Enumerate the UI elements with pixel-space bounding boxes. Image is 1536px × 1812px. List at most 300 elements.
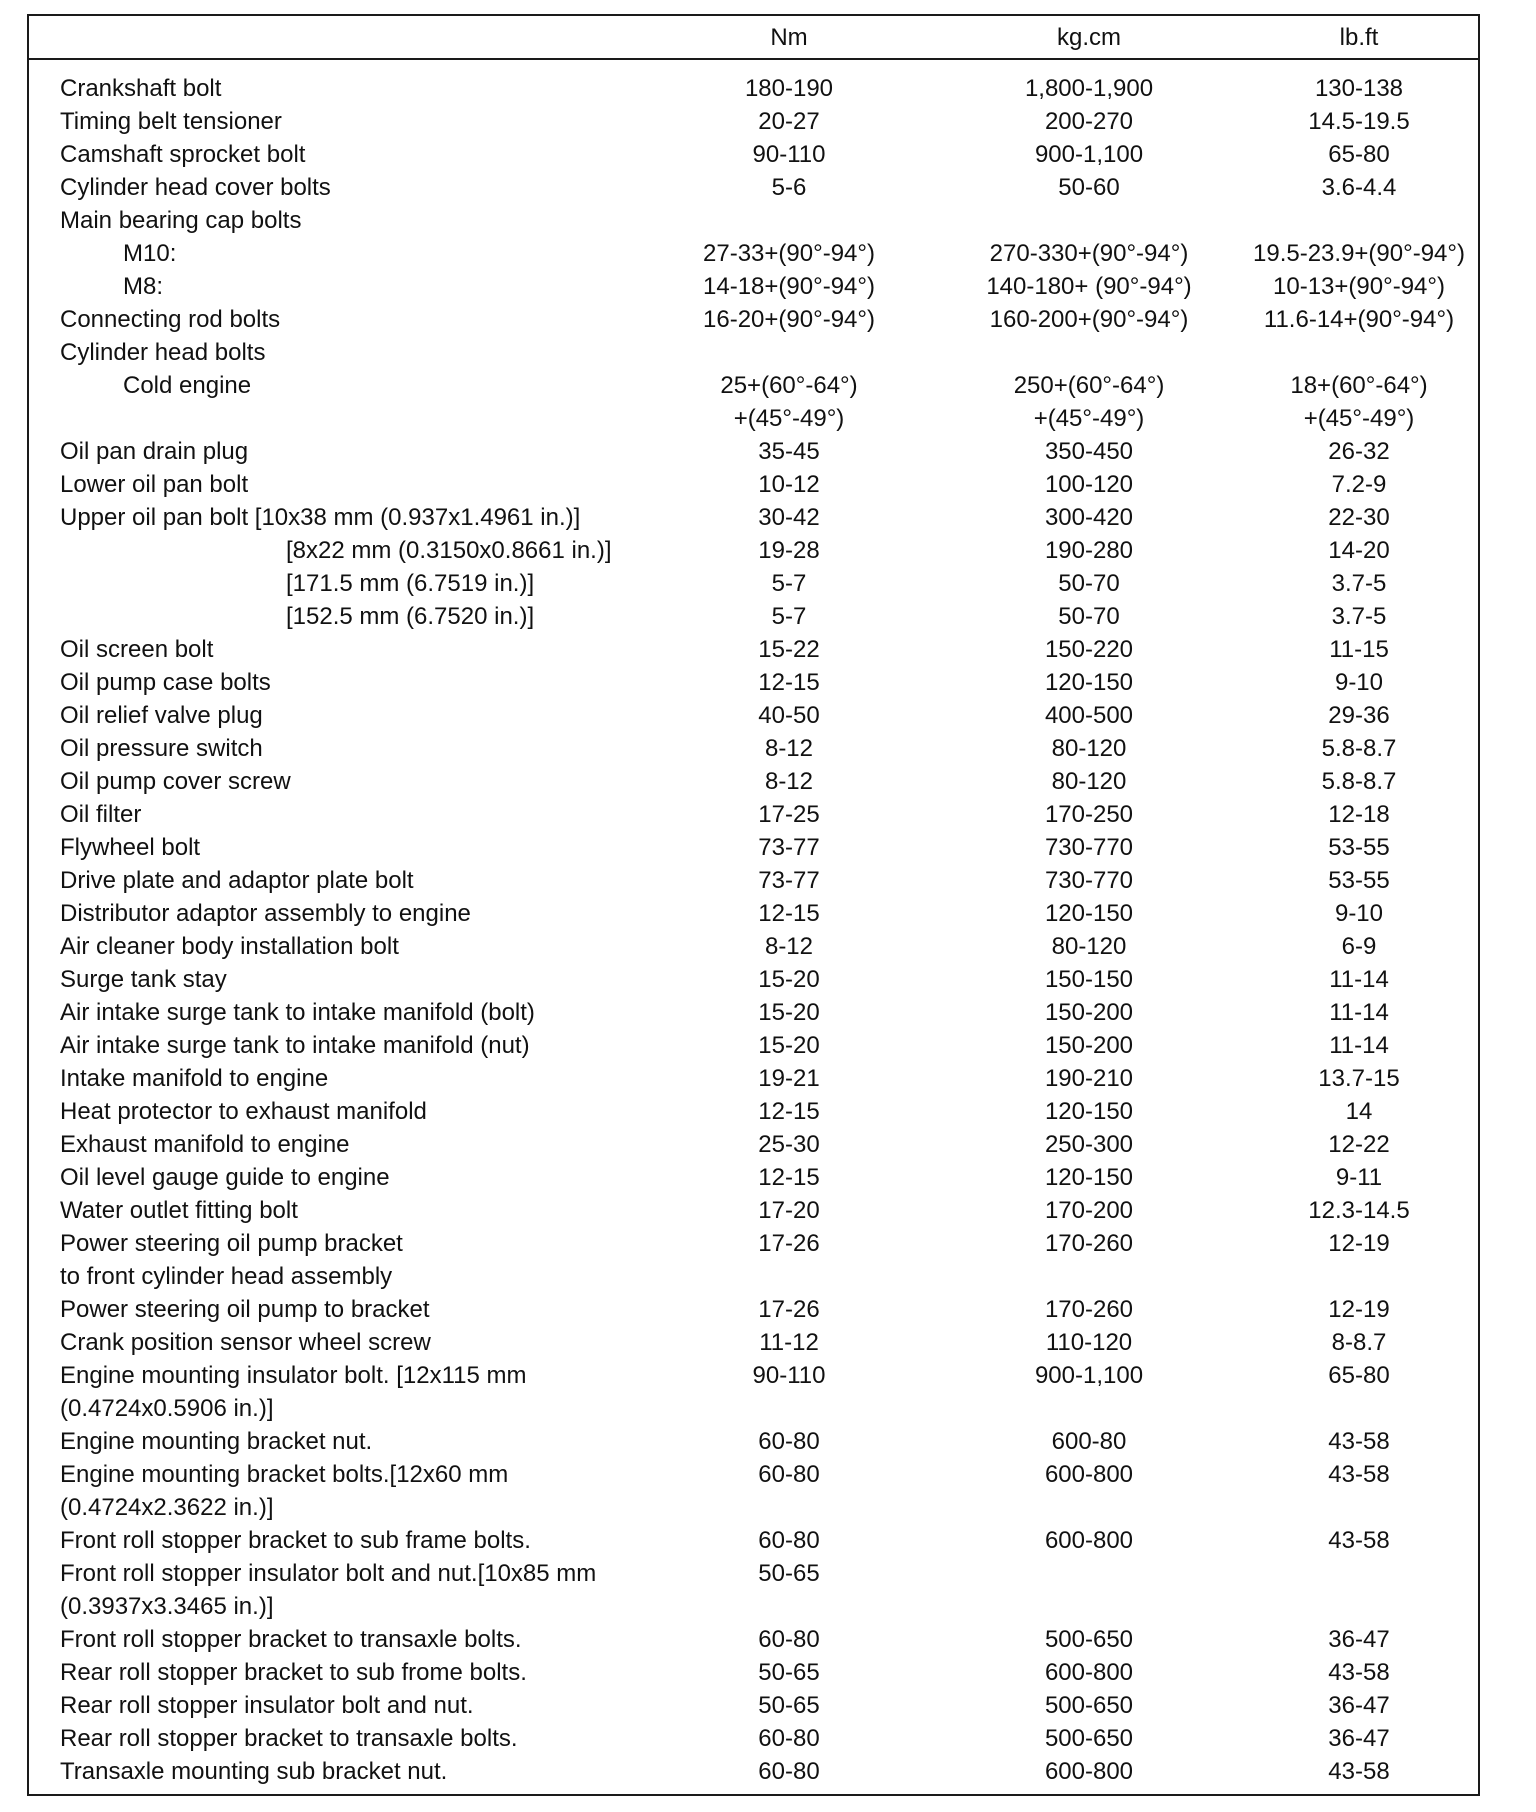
row-label: [60, 204, 301, 237]
value-kgcm-line: 120-150: [1044, 900, 1134, 927]
value-nm-line: 60-80: [758, 1758, 820, 1785]
value-kgcm: [949, 1062, 1229, 1095]
value-nm-line: 73-77: [758, 834, 820, 861]
row-label: [60, 1689, 474, 1722]
value-kgcm: [949, 567, 1229, 600]
row-label-line: Drive plate and adaptor plate bolt: [60, 867, 414, 894]
value-nm: [649, 1029, 929, 1062]
value-nm: [649, 600, 929, 633]
value-nm-line: 17-26: [758, 1230, 820, 1257]
row-label-line: Transaxle mounting sub bracket nut.: [60, 1758, 448, 1785]
value-lbft-line: 3.7-5: [1331, 603, 1387, 630]
value-kgcm-line: 150-220: [1044, 636, 1134, 663]
value-nm-line: 19-21: [758, 1065, 820, 1092]
value-nm-line: 19-28: [758, 537, 820, 564]
value-lbft-line: 6-9: [1341, 933, 1377, 960]
table-row: [29, 732, 1478, 765]
row-label-line: Rear roll stopper bracket to sub frome bolts.: [60, 1659, 527, 1686]
value-kgcm: [949, 468, 1229, 501]
row-label-line: Oil filter: [60, 801, 142, 828]
value-kgcm-line: 1,800-1,900: [1024, 75, 1154, 102]
value-kgcm: [949, 1161, 1229, 1194]
table-row: [29, 237, 1478, 270]
value-kgcm-line: 500-650: [1044, 1725, 1134, 1752]
value-nm: [649, 765, 929, 798]
table-row: [29, 996, 1478, 1029]
value-kgcm-line: 300-420: [1044, 504, 1134, 531]
table-row: [29, 138, 1478, 171]
column-header-nm: Nm: [770, 24, 808, 51]
table-row: [29, 1425, 1478, 1458]
value-kgcm: [949, 996, 1229, 1029]
value-nm: [649, 1227, 929, 1260]
table-row: [29, 270, 1478, 303]
value-kgcm: [949, 699, 1229, 732]
row-label: [60, 1623, 522, 1656]
value-nm-line: 60-80: [758, 1461, 820, 1488]
value-kgcm-line: 170-200: [1044, 1197, 1134, 1224]
row-label: [60, 897, 471, 930]
table-row: [29, 1524, 1478, 1557]
value-kgcm: [949, 798, 1229, 831]
value-nm: [649, 1623, 929, 1656]
row-label: [60, 1458, 508, 1524]
value-kgcm-line: 80-120: [1051, 768, 1127, 795]
row-label-line: Heat protector to exhaust manifold: [60, 1098, 427, 1125]
value-nm-line: 5-7: [771, 603, 807, 630]
value-lbft: [1219, 765, 1499, 798]
value-kgcm-line: 200-270: [1044, 108, 1134, 135]
value-kgcm-line: 600-800: [1044, 1527, 1134, 1554]
row-label: [60, 1128, 350, 1161]
value-nm: [649, 237, 929, 270]
value-lbft: [1219, 1623, 1499, 1656]
row-label-line: Surge tank stay: [60, 966, 227, 993]
value-lbft-line: 14.5-19.5: [1308, 108, 1410, 135]
row-label-line: Exhaust manifold to engine: [60, 1131, 350, 1158]
value-kgcm: [949, 1326, 1229, 1359]
value-kgcm: [949, 732, 1229, 765]
value-kgcm-line: 140-180+ (90°-94°): [986, 273, 1192, 300]
table-row: [29, 204, 1478, 237]
row-label: [60, 1227, 403, 1293]
table-row: [29, 600, 1478, 633]
value-kgcm: [949, 1755, 1229, 1788]
row-label-line: Connecting rod bolts: [60, 306, 281, 333]
value-nm-line: 12-15: [758, 1098, 820, 1125]
value-kgcm: [949, 1656, 1229, 1689]
value-kgcm: [949, 1194, 1229, 1227]
value-nm: [649, 1095, 929, 1128]
value-kgcm-line: 100-120: [1044, 471, 1134, 498]
row-label: [60, 1326, 431, 1359]
table-row: [29, 1656, 1478, 1689]
row-label-line: Engine mounting bracket nut.: [60, 1428, 373, 1455]
value-lbft-line: 43-58: [1328, 1527, 1390, 1554]
value-lbft-line: 13.7-15: [1318, 1065, 1400, 1092]
value-lbft-line: 8-8.7: [1331, 1329, 1387, 1356]
value-nm: [649, 105, 929, 138]
row-label-line: Upper oil pan bolt [10x38 mm (0.937x1.4961 in.)]: [60, 504, 581, 531]
value-lbft-line: 43-58: [1328, 1428, 1390, 1455]
value-nm-line: 25+(60°-64°): [720, 372, 858, 399]
value-lbft: [1219, 468, 1499, 501]
value-nm-line: 50-65: [758, 1560, 820, 1587]
value-lbft: [1219, 1161, 1499, 1194]
row-label: [60, 732, 263, 765]
value-kgcm-line: 50-60: [1058, 174, 1120, 201]
value-nm: [649, 1293, 929, 1326]
value-kgcm-line: 350-450: [1044, 438, 1134, 465]
row-label-line: [152.5 mm (6.7520 in.)]: [286, 603, 535, 630]
value-lbft-line: 12-19: [1328, 1296, 1390, 1323]
value-nm: [649, 666, 929, 699]
value-nm-line: 5-7: [771, 570, 807, 597]
value-kgcm-line: 80-120: [1051, 933, 1127, 960]
row-label: [60, 765, 291, 798]
row-label-line: (0.3937x3.3465 in.)]: [60, 1593, 274, 1620]
table-row: [29, 1029, 1478, 1062]
table-row: [29, 666, 1478, 699]
column-header-kgcm: kg.cm: [1056, 24, 1121, 51]
row-label: [60, 633, 213, 666]
value-nm-line: +(45°-49°): [733, 405, 845, 432]
value-nm: [649, 270, 929, 303]
value-kgcm: [949, 1623, 1229, 1656]
table-row: [29, 567, 1478, 600]
value-nm: [649, 303, 929, 336]
row-label: [60, 1095, 427, 1128]
row-label-line: Cylinder head cover bolts: [60, 174, 331, 201]
value-lbft-line: 9-11: [1335, 1164, 1383, 1191]
value-kgcm: [949, 1425, 1229, 1458]
table-row: [29, 831, 1478, 864]
value-kgcm-line: 150-200: [1044, 1032, 1134, 1059]
column-header-lbft: lb.ft: [1339, 24, 1379, 51]
value-kgcm: [949, 1458, 1229, 1491]
value-lbft: [1219, 369, 1499, 435]
table-row: [29, 1062, 1478, 1095]
row-label-line: Oil pump cover screw: [60, 768, 291, 795]
value-nm-line: 10-12: [758, 471, 820, 498]
value-kgcm-line: 400-500: [1044, 702, 1134, 729]
row-label: [60, 1425, 372, 1458]
value-kgcm: [949, 303, 1229, 336]
value-nm-line: 17-20: [758, 1197, 820, 1224]
row-label: [123, 270, 163, 303]
table-row: [29, 1293, 1478, 1326]
value-kgcm: [949, 963, 1229, 996]
value-kgcm-line: 150-150: [1044, 966, 1134, 993]
value-kgcm: [949, 1029, 1229, 1062]
value-lbft: [1219, 798, 1499, 831]
table-row: [29, 1326, 1478, 1359]
value-kgcm-line: 80-120: [1051, 735, 1127, 762]
value-nm-line: 25-30: [758, 1131, 820, 1158]
value-lbft-line: 26-32: [1328, 438, 1390, 465]
value-nm-line: 14-18+(90°-94°): [703, 273, 875, 300]
value-nm-line: 8-12: [764, 933, 814, 960]
value-nm: [649, 1689, 929, 1722]
row-label: [60, 105, 282, 138]
row-label: [60, 1359, 527, 1425]
value-nm-line: 12-15: [758, 669, 820, 696]
table-row: [29, 468, 1478, 501]
value-lbft-line: 14-20: [1328, 537, 1390, 564]
value-lbft: [1219, 1293, 1499, 1326]
value-kgcm: [949, 1227, 1229, 1260]
value-kgcm-line: 110-120: [1045, 1329, 1133, 1356]
value-lbft-line: 19.5-23.9+(90°-94°): [1253, 240, 1465, 267]
value-lbft-line: 130-138: [1314, 75, 1404, 102]
value-nm-line: 15-22: [758, 636, 820, 663]
value-lbft: [1219, 1359, 1499, 1392]
value-nm: [649, 699, 929, 732]
table-row: [29, 1722, 1478, 1755]
value-kgcm-line: 150-200: [1044, 999, 1134, 1026]
value-nm: [649, 1128, 929, 1161]
value-kgcm-line: 170-260: [1044, 1230, 1134, 1257]
row-label-line: Rear roll stopper bracket to transaxle bolts.: [60, 1725, 518, 1752]
value-lbft: [1219, 1128, 1499, 1161]
row-label-line: Timing belt tensioner: [60, 108, 282, 135]
value-kgcm: [949, 633, 1229, 666]
row-label: [60, 996, 535, 1029]
table-row: [29, 435, 1478, 468]
value-lbft: [1219, 1326, 1499, 1359]
value-kgcm-line: 600-800: [1044, 1659, 1134, 1686]
value-nm: [649, 468, 929, 501]
value-kgcm: [949, 831, 1229, 864]
value-kgcm: [949, 897, 1229, 930]
torque-spec-table: [27, 14, 1480, 1796]
value-lbft: [1219, 72, 1499, 105]
value-lbft: [1219, 435, 1499, 468]
value-kgcm: [949, 501, 1229, 534]
value-lbft-line: 36-47: [1328, 1725, 1390, 1752]
row-label-line: Air intake surge tank to intake manifold (bolt): [60, 999, 535, 1026]
value-kgcm: [949, 1524, 1229, 1557]
row-label: [60, 1722, 518, 1755]
value-kgcm-line: 730-770: [1044, 867, 1134, 894]
value-lbft-line: 10-13+(90°-94°): [1273, 273, 1445, 300]
value-nm: [649, 1194, 929, 1227]
value-nm-line: 11-12: [759, 1329, 819, 1356]
value-kgcm: [949, 765, 1229, 798]
value-nm-line: 15-20: [758, 966, 820, 993]
value-kgcm-line: 160-200+(90°-94°): [989, 306, 1189, 333]
row-label: [60, 171, 331, 204]
value-lbft: [1219, 270, 1499, 303]
value-nm: [649, 1458, 929, 1491]
row-label-line: Oil pump case bolts: [60, 669, 271, 696]
value-kgcm-line: +(45°-49°): [1033, 405, 1145, 432]
table-row: [29, 1623, 1478, 1656]
row-label: [60, 435, 248, 468]
value-lbft-line: 12.3-14.5: [1308, 1197, 1410, 1224]
value-kgcm-line: 600-800: [1044, 1461, 1134, 1488]
row-label-line: Air intake surge tank to intake manifold (nut): [60, 1032, 530, 1059]
value-nm: [649, 171, 929, 204]
value-kgcm: [949, 1128, 1229, 1161]
row-label-line: Flywheel bolt: [60, 834, 201, 861]
row-label: [286, 600, 534, 633]
value-lbft-line: 3.6-4.4: [1321, 174, 1397, 201]
value-kgcm: [949, 600, 1229, 633]
row-label: [123, 237, 176, 270]
value-nm: [649, 1524, 929, 1557]
table-row: [29, 1359, 1478, 1425]
row-label: [60, 963, 227, 996]
value-lbft-line: 7.2-9: [1331, 471, 1387, 498]
value-lbft: [1219, 303, 1499, 336]
row-label-line: M10:: [123, 240, 177, 267]
value-lbft: [1219, 1194, 1499, 1227]
value-lbft-line: 9-10: [1334, 669, 1384, 696]
value-lbft-line: 65-80: [1328, 1362, 1390, 1389]
row-label-line: Engine mounting bracket bolts.[12x60 mm: [60, 1461, 509, 1488]
value-lbft-line: 36-47: [1328, 1626, 1390, 1653]
value-kgcm-line: 270-330+(90°-94°): [989, 240, 1189, 267]
row-label-line: Intake manifold to engine: [60, 1065, 329, 1092]
value-kgcm: [949, 237, 1229, 270]
value-lbft-line: 11-15: [1329, 636, 1389, 663]
row-label: [60, 303, 280, 336]
row-label-line: Air cleaner body installation bolt: [60, 933, 399, 960]
value-nm: [649, 138, 929, 171]
row-label-line: Crankshaft bolt: [60, 75, 222, 102]
value-nm: [649, 1755, 929, 1788]
table-row: [29, 105, 1478, 138]
value-kgcm-line: 730-770: [1044, 834, 1134, 861]
value-kgcm-line: 50-70: [1058, 570, 1120, 597]
row-label: [60, 831, 200, 864]
table-row: [29, 1194, 1478, 1227]
value-lbft-line: 22-30: [1328, 504, 1390, 531]
row-label: [123, 369, 251, 402]
value-nm: [649, 1557, 929, 1590]
table-row: [29, 171, 1478, 204]
value-nm-line: 90-110: [752, 1362, 826, 1389]
row-label-line: Power steering oil pump to bracket: [60, 1296, 430, 1323]
value-lbft: [1219, 237, 1499, 270]
value-lbft: [1219, 1524, 1499, 1557]
row-label-line: Front roll stopper bracket to transaxle bolts.: [60, 1626, 522, 1653]
row-label-line: Front roll stopper insulator bolt and nut.[10x85 mm: [60, 1560, 597, 1587]
value-lbft-line: 11.6-14+(90°-94°): [1263, 306, 1455, 333]
row-label: [60, 1161, 390, 1194]
table-row: [29, 1755, 1478, 1788]
row-label: [60, 72, 221, 105]
value-kgcm-line: 120-150: [1044, 1164, 1134, 1191]
value-kgcm: [949, 171, 1229, 204]
value-kgcm-line: 120-150: [1044, 1098, 1134, 1125]
table-row: [29, 303, 1478, 336]
value-lbft-line: 18+(60°-64°): [1290, 372, 1428, 399]
value-kgcm: [949, 138, 1229, 171]
value-nm: [649, 897, 929, 930]
value-lbft-line: 5.8-8.7: [1321, 768, 1397, 795]
table-row: [29, 1095, 1478, 1128]
value-nm: [649, 1359, 929, 1392]
value-kgcm-line: 120-150: [1044, 669, 1134, 696]
value-nm-line: 8-12: [764, 735, 814, 762]
row-label: [60, 1755, 447, 1788]
value-kgcm-line: 190-280: [1044, 537, 1134, 564]
value-nm: [649, 831, 929, 864]
row-label: [60, 798, 141, 831]
value-kgcm: [949, 666, 1229, 699]
row-label: [60, 468, 248, 501]
value-kgcm-line: 600-800: [1044, 1758, 1134, 1785]
value-nm: [649, 1722, 929, 1755]
value-lbft: [1219, 1062, 1499, 1095]
table-row: [29, 336, 1478, 369]
value-kgcm: [949, 270, 1229, 303]
value-nm-line: 27-33+(90°-94°): [703, 240, 875, 267]
value-lbft-line: 14: [1345, 1098, 1373, 1125]
value-nm-line: 60-80: [758, 1725, 820, 1752]
value-nm: [649, 1062, 929, 1095]
value-kgcm: [949, 105, 1229, 138]
value-nm: [649, 1425, 929, 1458]
value-kgcm-line: 250+(60°-64°): [1013, 372, 1165, 399]
value-nm-line: 30-42: [758, 504, 820, 531]
row-label-line: M8:: [123, 273, 164, 300]
value-lbft: [1219, 831, 1499, 864]
value-lbft: [1219, 600, 1499, 633]
row-label-line: Crank position sensor wheel screw: [60, 1329, 431, 1356]
value-lbft: [1219, 567, 1499, 600]
value-nm-line: 40-50: [758, 702, 820, 729]
value-nm: [649, 963, 929, 996]
table-row: [29, 930, 1478, 963]
value-nm: [649, 1326, 929, 1359]
table-row: [29, 798, 1478, 831]
row-label: [60, 930, 399, 963]
table-row: [29, 897, 1478, 930]
row-label-line: Oil relief valve plug: [60, 702, 263, 729]
value-nm: [649, 930, 929, 963]
value-nm-line: 50-65: [758, 1692, 820, 1719]
value-lbft-line: 43-58: [1328, 1758, 1390, 1785]
table-header: [29, 16, 1478, 60]
value-nm-line: 73-77: [758, 867, 820, 894]
value-lbft-line: 11-14: [1329, 999, 1389, 1026]
row-label-line: Oil pressure switch: [60, 735, 263, 762]
row-label-line: [171.5 mm (6.7519 in.)]: [286, 570, 535, 597]
value-nm: [649, 732, 929, 765]
value-nm: [649, 369, 929, 435]
value-lbft-line: 43-58: [1328, 1659, 1390, 1686]
value-lbft: [1219, 501, 1499, 534]
table-row: [29, 1458, 1478, 1524]
value-nm-line: 60-80: [758, 1527, 820, 1554]
row-label: [60, 1293, 430, 1326]
table-row: [29, 1689, 1478, 1722]
row-label-line: Cold engine: [123, 372, 252, 399]
value-lbft-line: 3.7-5: [1331, 570, 1387, 597]
value-lbft: [1219, 105, 1499, 138]
row-label-line: Front roll stopper bracket to sub frame bolts.: [60, 1527, 531, 1554]
value-lbft: [1219, 996, 1499, 1029]
value-kgcm-line: 900-1,100: [1034, 141, 1144, 168]
value-nm-line: 8-12: [764, 768, 814, 795]
value-lbft-line: 11-14: [1329, 966, 1389, 993]
value-kgcm: [949, 1722, 1229, 1755]
value-kgcm: [949, 1095, 1229, 1128]
value-kgcm-line: 190-210: [1044, 1065, 1134, 1092]
